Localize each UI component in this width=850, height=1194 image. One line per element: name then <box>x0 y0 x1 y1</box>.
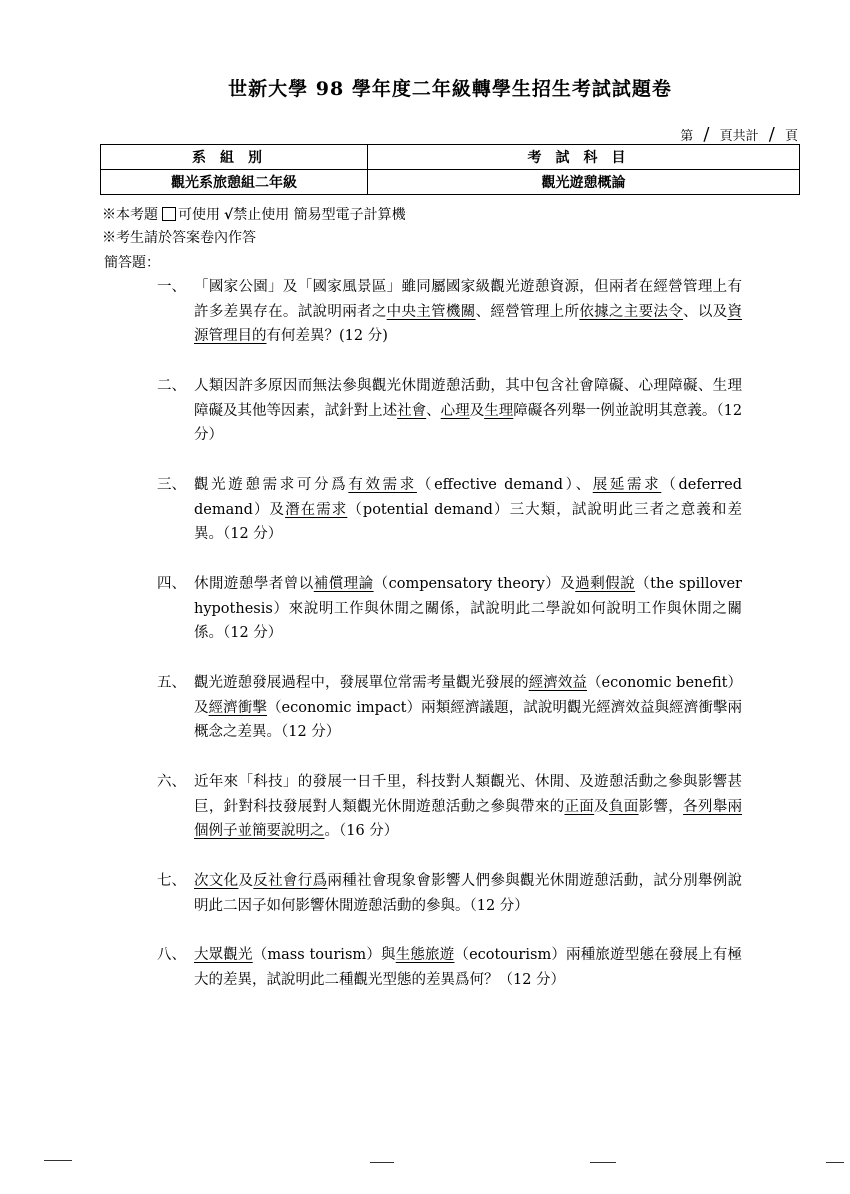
page-number-blank: / <box>703 124 710 145</box>
question-number: 八、 <box>157 947 186 963</box>
question-text-part: 及 <box>594 798 609 815</box>
subject-header: 考試科目 <box>368 145 800 170</box>
question-text-part: 近年來「科技」的發展一日千里，科技對人類觀光、休閒、及遊憩活動之參與影響甚巨，針對科技發展對人類觀光休閒遊憩活動之參與帶來的 <box>194 774 742 815</box>
underlined-term: 生理 <box>484 402 514 419</box>
underlined-term: 心理 <box>440 402 470 419</box>
question-text-part: （mass tourism）與 <box>252 947 396 963</box>
question-item <box>157 572 742 646</box>
question-text-part: 。（16 分） <box>324 823 399 839</box>
question-text <box>194 473 742 547</box>
scan-artifact <box>370 1162 394 1163</box>
question-text-part: 、 <box>426 402 441 419</box>
question-text <box>194 572 742 646</box>
question-text-part: 、以及 <box>683 303 728 320</box>
underlined-term: 負面 <box>608 798 639 815</box>
exam-info-table <box>100 144 800 195</box>
page-prefix: 第 <box>680 129 694 144</box>
question-item <box>157 473 742 547</box>
question-text-part: 人類因許多原因而無法參與觀光休閒遊憩活動，其中包含社會障礙、心理障礙、生理障礙及其他等因素，試針對上述 <box>194 378 742 419</box>
question-text-part: 觀光遊憩需求可分爲 <box>194 477 349 493</box>
question-text-part: 、經營管理上所 <box>475 303 580 320</box>
underlined-term: 正面 <box>564 798 595 815</box>
underlined-term: 經濟效益 <box>528 675 587 691</box>
question-number: 七、 <box>157 873 186 889</box>
question-text-part: 影響， <box>638 798 684 815</box>
question-text-part: 休閒遊憩學者曾以 <box>194 576 314 592</box>
subject-value: 觀光遊憩概論 <box>368 170 800 195</box>
question-text-part: （compensatory theory）及 <box>373 576 576 592</box>
page-total-blank: / <box>768 124 775 145</box>
page-middle: 頁共計 <box>719 129 759 144</box>
question-text <box>194 770 742 844</box>
question-text-part: 障礙各列舉一例並說明其意義。（12 分） <box>194 402 743 443</box>
dept-value: 觀光系旅憩組二年級 <box>101 170 368 195</box>
calc-note-suffix: 簡易型電子計算機 <box>293 207 406 223</box>
question-item <box>157 671 742 745</box>
calc-forbid-label: 禁止使用 <box>233 207 290 223</box>
question-text-part: （economic benefit）及 <box>194 675 743 716</box>
scan-artifact <box>44 1160 72 1161</box>
question-text-part: 「國家公園」及「國家風景區」雖同屬國家級觀光遊憩資源，但兩者在經營管理上有許多差異存在。試說明兩者之 <box>194 279 742 320</box>
question-number: 一、 <box>157 279 186 295</box>
question-text <box>194 943 742 992</box>
question-item <box>157 869 742 918</box>
question-text <box>194 275 742 349</box>
underlined-term: 展延需求 <box>592 477 662 493</box>
question-item <box>157 770 742 844</box>
page-suffix: 頁 <box>784 129 798 144</box>
question-text-part: （potential demand）三大類，試說明此三者之意義和差異。（12 分） <box>194 501 742 542</box>
check-mark-icon: √ <box>224 207 234 223</box>
page-counter <box>680 124 798 145</box>
question-text <box>194 671 742 745</box>
question-text <box>194 374 742 448</box>
underlined-term: 大眾觀光 <box>194 947 253 963</box>
underlined-term: 各列舉兩個例子並簡要說明之 <box>194 798 743 839</box>
underlined-term: 補償理論 <box>313 576 374 592</box>
question-item <box>157 275 742 349</box>
underlined-term: 社會 <box>397 402 427 419</box>
question-number: 三、 <box>157 477 186 493</box>
exam-notes <box>102 204 406 250</box>
scan-artifact <box>590 1162 616 1163</box>
scan-artifact <box>826 1162 844 1163</box>
question-number: 二、 <box>157 378 186 394</box>
underlined-term: 次文化 <box>194 873 239 889</box>
underlined-term: 反社會行爲 <box>253 873 328 889</box>
underlined-term: 資源管理目的 <box>194 303 743 344</box>
question-text-part: （economic impact）兩類經濟議題，試說明觀光經濟效益與經濟衝擊兩概念之差異。（12 分） <box>194 699 743 740</box>
question-number: 四、 <box>157 576 186 592</box>
question-text-part: （deferred demand）及 <box>194 477 742 518</box>
underlined-term: 潛在需求 <box>285 501 348 518</box>
underlined-term: 生態旅遊 <box>395 947 455 963</box>
question-item <box>157 374 742 448</box>
question-text-part: （the spillover hypothesis）來說明工作與休閒之關係，試說明此二學說如何說明工作與休閒之關係。（12 分） <box>194 576 742 641</box>
underlined-term: 依據之主要法令 <box>579 303 684 320</box>
exam-title: 世新大學 98 學年度二年級轉學生招生考試試題卷 <box>228 78 672 100</box>
question-number: 五、 <box>157 675 186 691</box>
question-number: 六、 <box>157 774 186 790</box>
calc-allow-label: 可使用 <box>178 207 220 223</box>
question-text-part: （effective demand）、 <box>416 477 593 493</box>
answer-note: ※考生請於答案卷內作答 <box>102 230 256 246</box>
question-text-part: 觀光遊憩發展過程中，發展單位常需考量觀光發展的 <box>194 675 529 691</box>
question-text <box>194 869 742 918</box>
question-text-part: 兩種社會現象會影響人們參與觀光休閒遊憩活動，試分別舉例說明此二因子如何影響休閒遊憩活動的參與。（12 分） <box>194 873 743 914</box>
allow-checkbox[interactable] <box>162 207 176 221</box>
underlined-term: 中央主管機關 <box>386 303 476 320</box>
question-text-part: 及 <box>238 873 254 889</box>
underlined-term: 有效需求 <box>348 477 417 493</box>
dept-header: 系組別 <box>101 145 368 170</box>
section-label: 簡答題： <box>104 255 160 271</box>
underlined-term: 經濟衝擊 <box>208 699 267 716</box>
question-text-part: 有何差異？(12 分) <box>266 328 388 344</box>
calculator-note <box>102 204 406 227</box>
question-text-part: 及 <box>469 402 485 419</box>
question-text-part: （ecotourism）兩種旅遊型態在發展上有極大的差異，試說明此二種觀光型態的差異爲何？（12 分） <box>194 947 743 988</box>
underlined-term: 過剩假說 <box>575 576 636 592</box>
question-item <box>157 943 742 992</box>
calc-note-prefix: ※本考題 <box>102 207 158 223</box>
